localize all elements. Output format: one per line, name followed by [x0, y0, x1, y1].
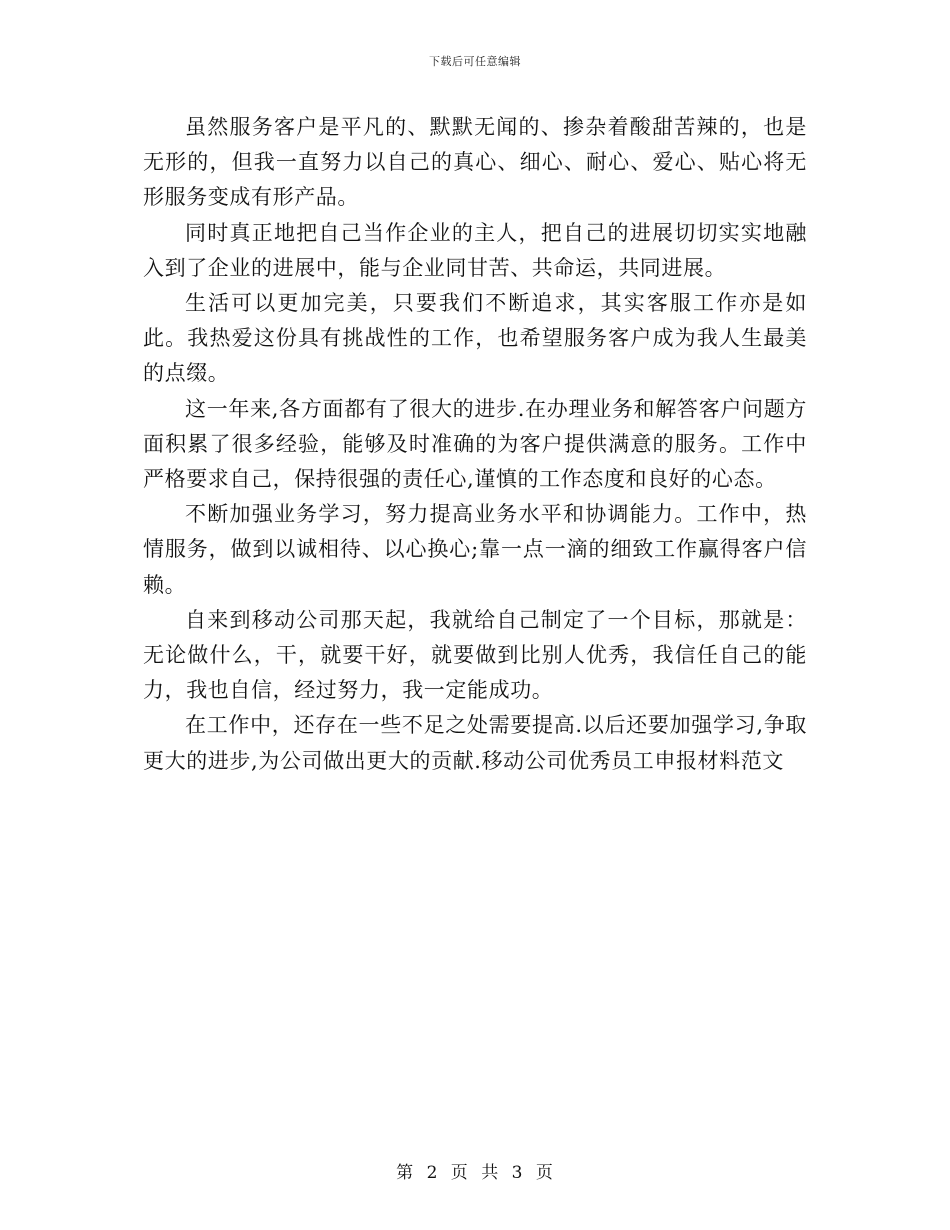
document-body [143, 110, 807, 779]
paragraph: 同时真正地把自己当作企业的主人，把自己的进展切切实实地融入到了企业的进展中，能与企业同甘苦、共命运，共同进展。 [143, 220, 807, 280]
page-header: 下载后可任意编辑 [429, 55, 521, 68]
paragraph: 这一年来,各方面都有了很大的进步.在办理业务和解答客户问题方面积累了很多经验，能够及时准确的为客户提供满意的服务。工作中严格要求自己，保持很强的责任心,谨慎的工作态度和良好的心态。 [143, 396, 807, 492]
paragraph: 在工作中，还存在一些不足之处需要提高.以后还要加强学习,争取更大的进步,为公司做出更大的贡献.移动公司优秀员工申报材料范文 [143, 713, 807, 773]
paragraph: 自来到移动公司那天起，我就给自己制定了一个目标，那就是：无论做什么，干，就要干好，就要做到比别人优秀，我信任自己的能力，我也自信，经过努力，我一定能成功。 [143, 607, 807, 703]
paragraph: 不断加强业务学习，努力提高业务水平和协调能力。工作中，热情服务，做到以诚相待、以心换心;靠一点一滴的细致工作赢得客户信赖。 [143, 502, 807, 597]
page-footer: 第 2 页 共 3 页 [396, 1163, 554, 1183]
paragraph: 生活可以更加完美，只要我们不断追求，其实客服工作亦是如此。我热爱这份具有挑战性的工作，也希望服务客户成为我人生最美的点缀。 [143, 291, 807, 386]
paragraph: 虽然服务客户是平凡的、默默无闻的、掺杂着酸甜苦辣的，也是无形的，但我一直努力以自己的真心、细心、耐心、爱心、贴心将无形服务变成有形产品。 [143, 115, 807, 210]
